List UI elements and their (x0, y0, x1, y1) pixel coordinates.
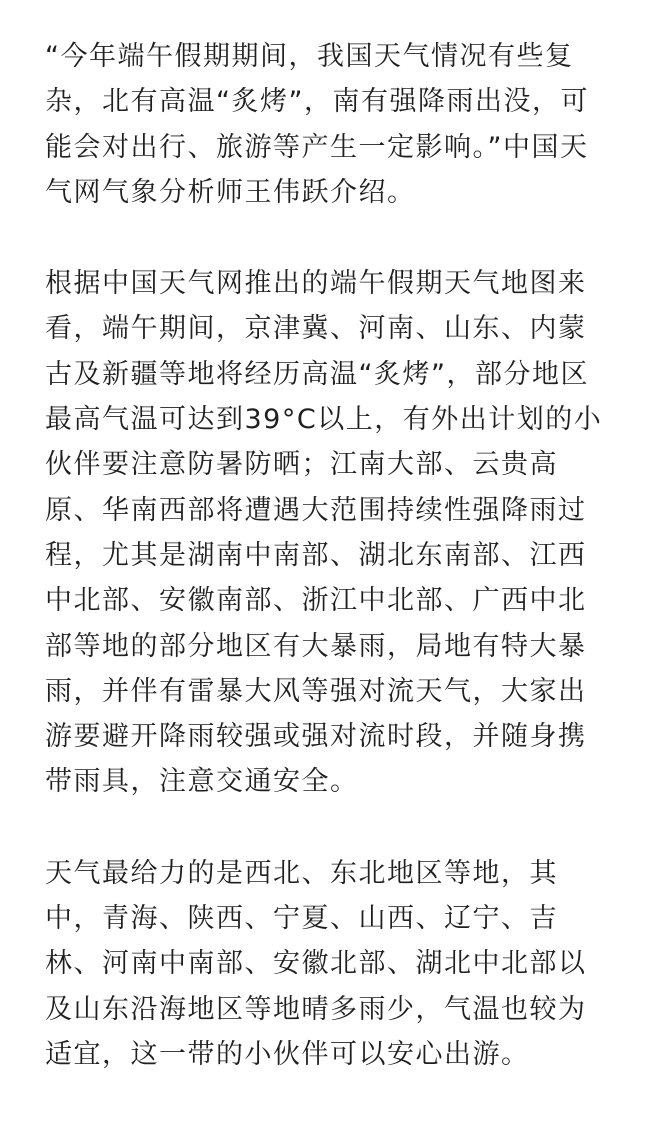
paragraph-line: 林、河南中南部、安徽北部、湖北中北部以 (45, 948, 587, 980)
paragraph-line: 部等地的部分地区有大暴雨，局地有特大暴 (45, 630, 587, 662)
paragraph-spacing (45, 805, 626, 851)
paragraph-line: 杂，北有高温“炙烤”，南有强降雨出没，可 (45, 86, 589, 118)
paragraph-line: 中，青海、陕西、宁夏、山西、辽宁、吉 (45, 903, 558, 935)
paragraph-line: 原、华南西部将遭遇大范围持续性强降雨过 (45, 494, 587, 526)
paragraph-line: 能会对出行、旅游等产生一定影响。”中国天 (45, 131, 589, 163)
paragraph-1 (45, 34, 626, 215)
paragraph-3 (45, 851, 626, 1077)
paragraph-line: 伙伴要注意防暑防晒；江南大部、云贵高 (45, 449, 558, 481)
paragraph-spacing (45, 215, 626, 261)
paragraph-line: 气网气象分析师王伟跃介绍。 (45, 176, 416, 208)
paragraph-line: 天气最给力的是西北、东北地区等地，其 (45, 857, 558, 889)
paragraph-line: “今年端午假期期间，我国天气情况有些复 (45, 41, 574, 72)
paragraph-line: 中北部、安徽南部、浙江中北部、广西中北 (45, 585, 587, 617)
paragraph-line: 根据中国天气网推出的端午假期天气地图来 (45, 268, 587, 300)
paragraph-line: 古及新疆等地将经历高温“炙烤”，部分地区 (45, 358, 589, 390)
paragraph-line: 雨，并伴有雷暴大风等强对流天气，大家出 (45, 675, 587, 707)
paragraph-line: 程，尤其是湖南中南部、湖北东南部、江西 (45, 539, 587, 571)
paragraph-line: 适宜，这一带的小伙伴可以安心出游。 (45, 1038, 530, 1070)
paragraph-line: 及山东沿海地区等地晴多雨少，气温也较为 (45, 993, 587, 1025)
paragraph-line: 最高气温可达到39°C以上，有外出计划的小 (45, 404, 603, 436)
paragraph-line: 看，端午期间，京津冀、河南、山东、内蒙 (45, 313, 587, 345)
paragraph-line: 游要避开降雨较强或强对流时段，并随身携 (45, 721, 587, 753)
paragraph-2 (45, 261, 626, 805)
paragraph-line: 带雨具，注意交通安全。 (45, 766, 359, 798)
